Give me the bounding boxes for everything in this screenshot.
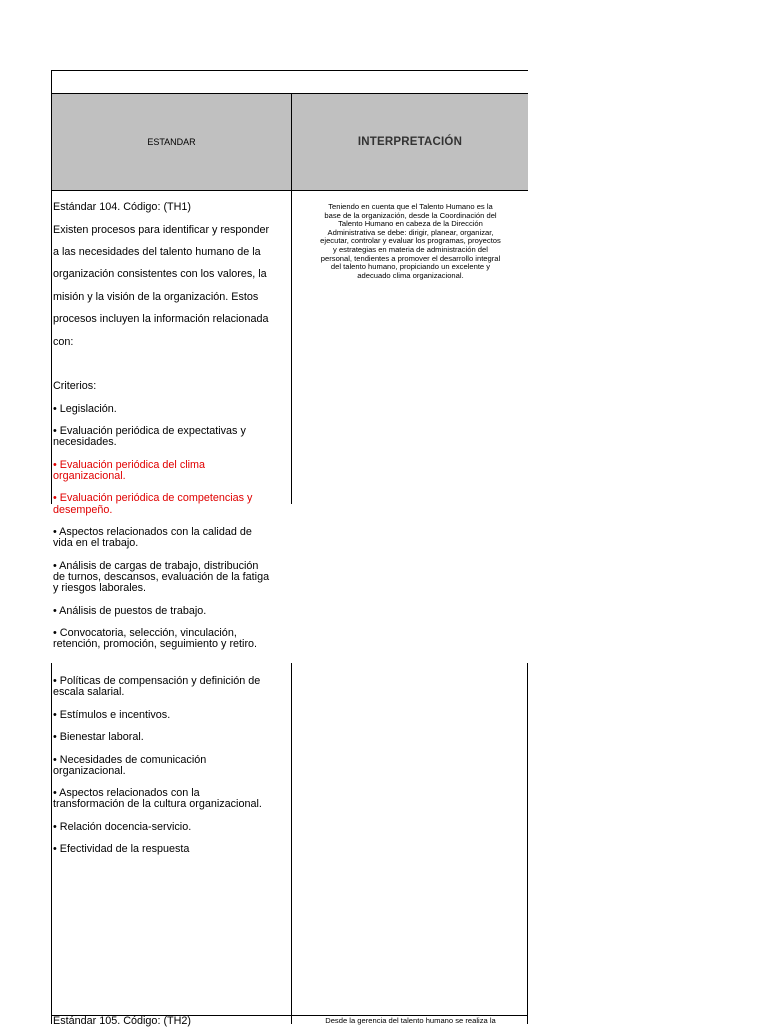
standard-104-line: procesos incluyen la información relacionada bbox=[53, 313, 269, 326]
header-cell-standard bbox=[52, 94, 291, 190]
table-top-border bbox=[51, 70, 528, 71]
criteria-item: • Estímulos e incentivos. bbox=[53, 708, 171, 721]
standard-104-line: organización consistentes con los valores, la bbox=[53, 268, 267, 281]
criteria-item: • Aspectos relacionados con la calidad de vida en el trabajo. bbox=[53, 526, 252, 550]
criteria-item-highlighted: • Evaluación periódica del clima organizacional. bbox=[53, 458, 206, 483]
criteria-item: • Políticas de compensación y definición de escala salarial. bbox=[53, 675, 261, 699]
standard-104-cell bbox=[53, 191, 291, 651]
standard-104-description bbox=[53, 191, 291, 662]
criteria-item: • Análisis de puestos de trabajo. bbox=[53, 604, 207, 617]
criteria-item: • Relación docencia-servicio. bbox=[53, 820, 192, 833]
table-right-border-page2 bbox=[527, 663, 528, 1024]
interpretation-105-text: Desde la gerencia del talento humano se realiza la bbox=[325, 1016, 496, 1025]
criteria-item: • Evaluación periódica de expectativas y necesidades. bbox=[53, 425, 246, 449]
standard-104-line: Estándar 104. Código: (TH1) bbox=[53, 201, 192, 214]
header-interpretation-label: INTERPRETACIÓN bbox=[357, 136, 463, 148]
criteria-label: Criterios: bbox=[53, 380, 97, 393]
header-cell-interpretation bbox=[292, 94, 528, 190]
standard-104-line: misión y la visión de la organización. Estos bbox=[53, 290, 259, 303]
criteria-item: • Legislación. bbox=[53, 402, 117, 415]
standard-104-line: a las necesidades del talento humano de la bbox=[53, 246, 261, 259]
interpretation-104-cell bbox=[293, 203, 528, 280]
standard-104-line: Existen procesos para identificar y responder bbox=[53, 223, 270, 236]
column-divider-page2 bbox=[291, 663, 292, 1024]
standard-104-continued-cell bbox=[53, 665, 291, 867]
column-divider bbox=[291, 93, 292, 504]
criteria-item: • Bienestar laboral. bbox=[53, 731, 144, 744]
criteria-item: • Análisis de cargas de trabajo, distribución de turnos, descansos, evaluación de la fatiga y riesgos laborales. bbox=[53, 559, 270, 595]
standard-105-title: Estándar 105. Código: (TH2) bbox=[53, 1015, 192, 1027]
criteria-item: • Necesidades de comunicación organizacional. bbox=[53, 753, 207, 777]
criteria-item: • Convocatoria, selección, vinculación, retención, promoción, seguimiento y retiro. bbox=[53, 626, 258, 651]
criteria-item: • Aspectos relacionados con la transformación de la cultura organizacional. bbox=[53, 787, 262, 811]
header-standard-label: ESTANDAR bbox=[147, 137, 196, 147]
interpretation-105-cell bbox=[293, 1017, 528, 1024]
standard-104-line: con: bbox=[53, 335, 74, 348]
standard-105-cell bbox=[53, 1015, 291, 1027]
standard-104-continued-criteria bbox=[53, 665, 291, 867]
table-left-border-page2 bbox=[51, 663, 52, 1024]
interpretation-104-text: Teniendo en cuenta que el Talento Humano es la base de la organización, desde la Coordinación del Talento Humano en cabeza de la Dirección Administrativa se debe: dirigir, planear, organizar, ejecutar, controlar y evaluar los programas, proyectos y estrategias en materia de administración del personal, tendientes a promover el desarrollo integral del talento humano, propiciando un excelente y adecuado clima organizacional. bbox=[320, 202, 501, 280]
criteria-item: • Efectividad de la respuesta bbox=[53, 843, 190, 856]
criteria-item-highlighted: • Evaluación periódica de competencias y desempeño. bbox=[53, 492, 253, 516]
